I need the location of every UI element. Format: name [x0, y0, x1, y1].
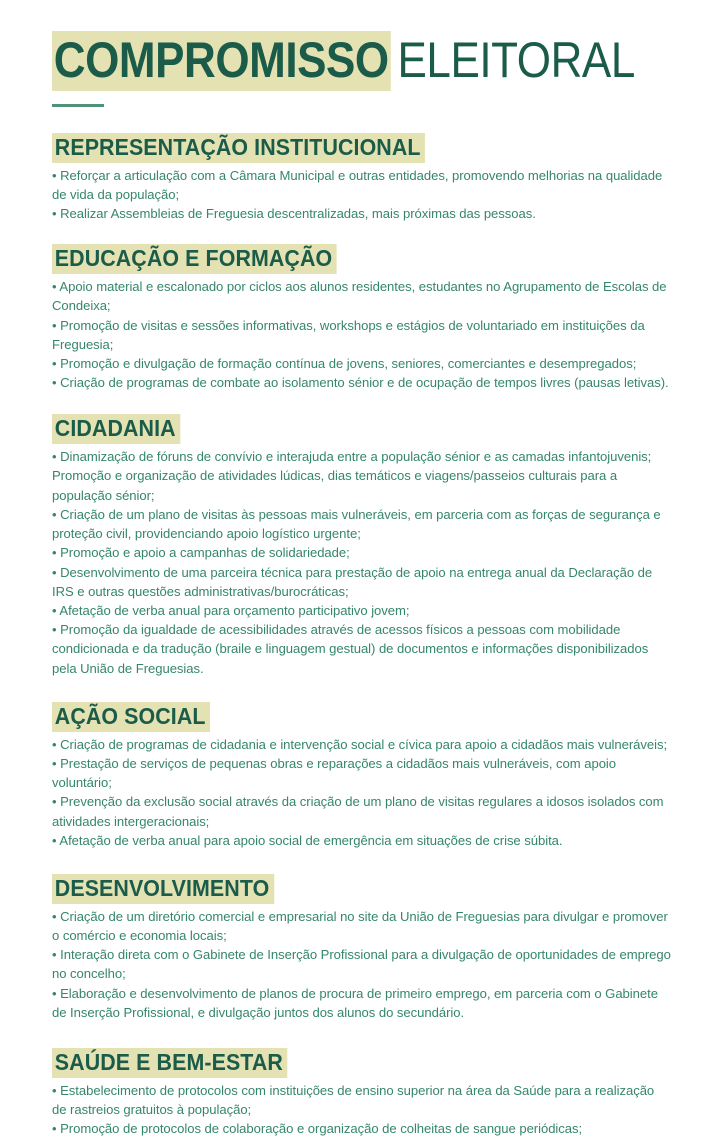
- bullet-text: Afetação de verba anual para apoio social de emergência em situações de crise súbita.: [59, 832, 563, 848]
- bullet-dot-icon: •: [52, 985, 61, 1001]
- bullet-item: [52, 1119, 671, 1138]
- bullet-list-acao: [52, 735, 671, 850]
- bullet-item: [52, 277, 671, 315]
- bullet-dot-icon: •: [52, 506, 61, 522]
- bullet-list-representacao: [52, 166, 671, 224]
- bullet-text: Desenvolvimento de uma parceira técnica para prestação de apoio na entrega anual da Declaração de IRS e outras questões administrativas/burocráticas;: [52, 564, 653, 599]
- bullet-text: Promoção da igualdade de acessibilidades através de acessos físicos a pessoas com mobilidade condicionada e da tradução (braile e linguagem gestual) de documentos e informações disponibilizados pela União de Freguesias.: [52, 622, 649, 676]
- bullet-text: Criação de programas de cidadania e intervenção social e cívica para apoio a cidadãos mais vulneráveis;: [60, 736, 668, 752]
- bullet-dot-icon: •: [52, 622, 61, 638]
- bullet-dot-icon: •: [52, 167, 61, 183]
- bullet-item: [52, 831, 671, 850]
- section-cidadania: [52, 414, 671, 677]
- bullet-list-desenvolvimento: [52, 907, 671, 1022]
- bullet-dot-icon: •: [52, 449, 61, 465]
- bullet-dot-icon: •: [52, 1082, 61, 1098]
- bullet-text: Promoção e divulgação de formação contínua de jovens, seniores, comerciantes e desempregados;: [60, 355, 637, 371]
- title-divider: [52, 104, 104, 107]
- bullet-item: [52, 1081, 671, 1119]
- bullet-text: Estabelecimento de protocolos com instituições de ensino superior na área da Saúde para a realização de rastreios gratuitos à população;: [52, 1082, 655, 1117]
- bullet-text: Elaboração e desenvolvimento de planos de procura de primeiro emprego, em parceria com o Gabinete de Inserção Profissional, e divulgação juntos dos alunos do secundário.: [52, 985, 658, 1020]
- bullet-dot-icon: •: [52, 317, 61, 333]
- bullet-dot-icon: •: [52, 794, 61, 810]
- bullet-text: Prevenção da exclusão social através da criação de um plano de visitas regulares a idosos isolados com atividades intergeracionais;: [52, 794, 664, 829]
- section-heading-cidadania: CIDADANIA: [52, 414, 180, 444]
- bullet-dot-icon: •: [52, 545, 61, 561]
- bullet-dot-icon: •: [52, 564, 61, 580]
- bullet-item: [52, 792, 671, 830]
- section-heading-educacao: EDUCAÇÃO E FORMAÇÃO: [52, 244, 337, 274]
- bullet-item: [52, 620, 671, 678]
- bullet-item: [52, 505, 671, 543]
- section-saude: [52, 1048, 671, 1138]
- bullet-item: [52, 754, 671, 792]
- bullet-dot-icon: •: [52, 279, 60, 295]
- bullet-item: [52, 166, 671, 204]
- bullet-dot-icon: •: [52, 603, 60, 618]
- section-educacao: [52, 244, 671, 392]
- page-title-primary: COMPROMISSO: [52, 31, 390, 91]
- bullet-text: Apoio material e escalonado por ciclos aos alunos residentes, estudantes no Agrupamento de Escolas de Condeixa;: [52, 279, 667, 314]
- bullet-text: Dinamização de fóruns de convívio e interajuda entre a população sénior e as camadas infantojuvenis; Promoção e organização de atividades lúdicas, dias temáticos e viagens/passeios culturais para a população sénior;: [52, 449, 652, 503]
- bullet-dot-icon: •: [52, 375, 61, 391]
- bullet-text: Criação de programas de combate ao isolamento sénior e de ocupação de tempos livres (pausas letivas).: [60, 375, 669, 391]
- bullet-text: Prestação de serviços de pequenas obras e reparações a cidadãos mais vulneráveis, com apoio voluntário;: [52, 755, 617, 791]
- bullet-item: [52, 354, 671, 373]
- bullet-item: [52, 447, 671, 505]
- section-desenvolvimento: [52, 874, 671, 1022]
- section-acao: [52, 702, 671, 850]
- section-heading-representacao: REPRESENTAÇÃO INSTITUCIONAL: [52, 133, 425, 163]
- bullet-item: [52, 945, 671, 983]
- bullet-text: Criação de um diretório comercial e empresarial no site da União de Freguesias para divulgar e promover o comércio e economia locais;: [52, 908, 668, 943]
- bullet-item: [52, 204, 671, 223]
- title-block: [52, 0, 671, 107]
- bullet-list-cidadania: [52, 447, 671, 678]
- bullet-text: Criação de um plano de visitas às pessoas mais vulneráveis, em parceria com as forças de segurança e proteção civil, providenciando apoio logístico urgente;: [52, 506, 661, 542]
- bullet-list-saude: [52, 1081, 671, 1138]
- bullet-item: [52, 563, 671, 601]
- sections-container: [52, 133, 671, 1138]
- bullet-item: [52, 735, 671, 754]
- section-representacao: [52, 133, 671, 223]
- bullet-text: Interação direta com o Gabinete de Inserção Profissional para a divulgação de oportunidades de emprego no concelho;: [52, 947, 671, 982]
- bullet-item: [52, 543, 671, 562]
- page-title-secondary: ELEITORAL: [397, 32, 635, 88]
- page-title: [52, 32, 635, 88]
- bullet-text: Promoção de visitas e sessões informativas, workshops e estágios de voluntariado em instituições da Freguesia;: [52, 317, 645, 352]
- bullet-list-educacao: [52, 277, 671, 392]
- bullet-item: [52, 907, 671, 945]
- bullet-dot-icon: •: [52, 908, 61, 924]
- section-heading-acao: AÇÃO SOCIAL: [52, 702, 210, 732]
- bullet-item: [52, 373, 671, 392]
- bullet-text: Promoção e apoio a campanhas de solidariedade;: [60, 545, 350, 561]
- bullet-dot-icon: •: [52, 206, 61, 222]
- bullet-item: [52, 316, 671, 354]
- bullet-dot-icon: •: [52, 355, 61, 371]
- bullet-text: Realizar Assembleias de Freguesia descentralizadas, mais próximas das pessoas.: [60, 206, 536, 222]
- bullet-text: Promoção de protocolos de colaboração e organização de colheitas de sangue periódicas;: [60, 1121, 583, 1137]
- bullet-dot-icon: •: [52, 832, 60, 848]
- bullet-dot-icon: •: [52, 736, 61, 752]
- bullet-dot-icon: •: [52, 755, 61, 771]
- section-heading-saude: SAÚDE E BEM-ESTAR: [52, 1048, 288, 1078]
- bullet-item: [52, 601, 671, 620]
- bullet-text: Afetação de verba anual para orçamento participativo jovem;: [59, 603, 410, 618]
- bullet-dot-icon: •: [52, 1121, 61, 1137]
- bullet-item: [52, 984, 671, 1022]
- bullet-dot-icon: •: [52, 947, 61, 963]
- section-heading-desenvolvimento: DESENVOLVIMENTO: [52, 874, 274, 904]
- bullet-text: Reforçar a articulação com a Câmara Municipal e outras entidades, promovendo melhorias na qualidade de vida da população;: [52, 167, 663, 202]
